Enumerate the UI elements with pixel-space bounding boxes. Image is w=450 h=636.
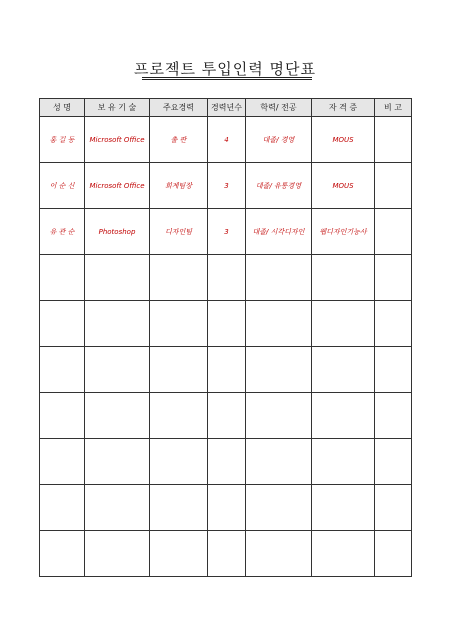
table-row: [40, 347, 412, 393]
name-cell: [40, 393, 85, 439]
certificate-cell: [312, 439, 375, 485]
education-cell: [246, 347, 312, 393]
skills-cell: Photoshop: [85, 209, 150, 255]
table-row: [40, 163, 412, 209]
remarks-cell: [375, 163, 412, 209]
skills-cell: [85, 485, 150, 531]
skills-cell: [85, 301, 150, 347]
header-name: 성 명: [40, 99, 85, 117]
skills-cell: [85, 531, 150, 577]
years-cell: [208, 255, 246, 301]
education-cell: [246, 301, 312, 347]
years-cell: [208, 301, 246, 347]
table-row: [40, 301, 412, 347]
education-cell: [246, 439, 312, 485]
skills-cell: [85, 255, 150, 301]
certificate-cell: [312, 531, 375, 577]
education-cell: [246, 255, 312, 301]
title-underline: [142, 77, 312, 78]
header-main-career: 주요경력: [150, 99, 208, 117]
education-cell: 대졸/ 경영: [246, 117, 312, 163]
years-cell: 3: [208, 163, 246, 209]
certificate-cell: [312, 347, 375, 393]
career-cell: [150, 393, 208, 439]
name-cell: [40, 439, 85, 485]
remarks-cell: [375, 439, 412, 485]
years-cell: [208, 439, 246, 485]
skills-cell: [85, 393, 150, 439]
header-skills: 보 유 기 술: [85, 99, 150, 117]
remarks-cell: [375, 255, 412, 301]
table-row: [40, 209, 412, 255]
table-row: [40, 255, 412, 301]
certificate-cell: [312, 485, 375, 531]
career-cell: 회계팀장: [150, 163, 208, 209]
years-cell: [208, 347, 246, 393]
remarks-cell: [375, 485, 412, 531]
education-cell: 대졸/ 유통경영: [246, 163, 312, 209]
career-cell: [150, 347, 208, 393]
table-row: [40, 531, 412, 577]
years-cell: 3: [208, 209, 246, 255]
staff-roster-table: [39, 98, 412, 577]
name-cell: [40, 301, 85, 347]
name-cell: [40, 531, 85, 577]
table-row: [40, 485, 412, 531]
remarks-cell: [375, 301, 412, 347]
remarks-cell: [375, 531, 412, 577]
career-cell: [150, 531, 208, 577]
career-cell: [150, 439, 208, 485]
name-cell: 유 관 순: [40, 209, 85, 255]
education-cell: [246, 485, 312, 531]
title-underline-second: [142, 79, 312, 80]
certificate-cell: [312, 301, 375, 347]
skills-cell: [85, 347, 150, 393]
education-cell: 대졸/ 시각디자인: [246, 209, 312, 255]
table-header-row: [40, 99, 412, 117]
header-education-major: 학력/ 전공: [246, 99, 312, 117]
remarks-cell: [375, 117, 412, 163]
certificate-cell: MOUS: [312, 163, 375, 209]
career-cell: [150, 255, 208, 301]
table-row: [40, 393, 412, 439]
header-years: 경력년수: [208, 99, 246, 117]
career-cell: 출 판: [150, 117, 208, 163]
certificate-cell: 웹디자인기능사: [312, 209, 375, 255]
certificate-cell: [312, 393, 375, 439]
years-cell: 4: [208, 117, 246, 163]
certificate-cell: [312, 255, 375, 301]
name-cell: [40, 255, 85, 301]
education-cell: [246, 393, 312, 439]
table-row: [40, 117, 412, 163]
certificate-cell: MOUS: [312, 117, 375, 163]
career-cell: [150, 485, 208, 531]
page-title: 프로젝트 투입인력 명단표: [134, 60, 316, 78]
career-cell: 디자인팀: [150, 209, 208, 255]
remarks-cell: [375, 209, 412, 255]
name-cell: 이 순 신: [40, 163, 85, 209]
skills-cell: Microsoft Office: [85, 163, 150, 209]
years-cell: [208, 393, 246, 439]
years-cell: [208, 485, 246, 531]
table-row: [40, 439, 412, 485]
skills-cell: Microsoft Office: [85, 117, 150, 163]
header-certificates: 자 격 증: [312, 99, 375, 117]
skills-cell: [85, 439, 150, 485]
remarks-cell: [375, 347, 412, 393]
name-cell: 홍 길 동: [40, 117, 85, 163]
career-cell: [150, 301, 208, 347]
years-cell: [208, 531, 246, 577]
header-remarks: 비 고: [375, 99, 412, 117]
education-cell: [246, 531, 312, 577]
name-cell: [40, 485, 85, 531]
remarks-cell: [375, 393, 412, 439]
name-cell: [40, 347, 85, 393]
